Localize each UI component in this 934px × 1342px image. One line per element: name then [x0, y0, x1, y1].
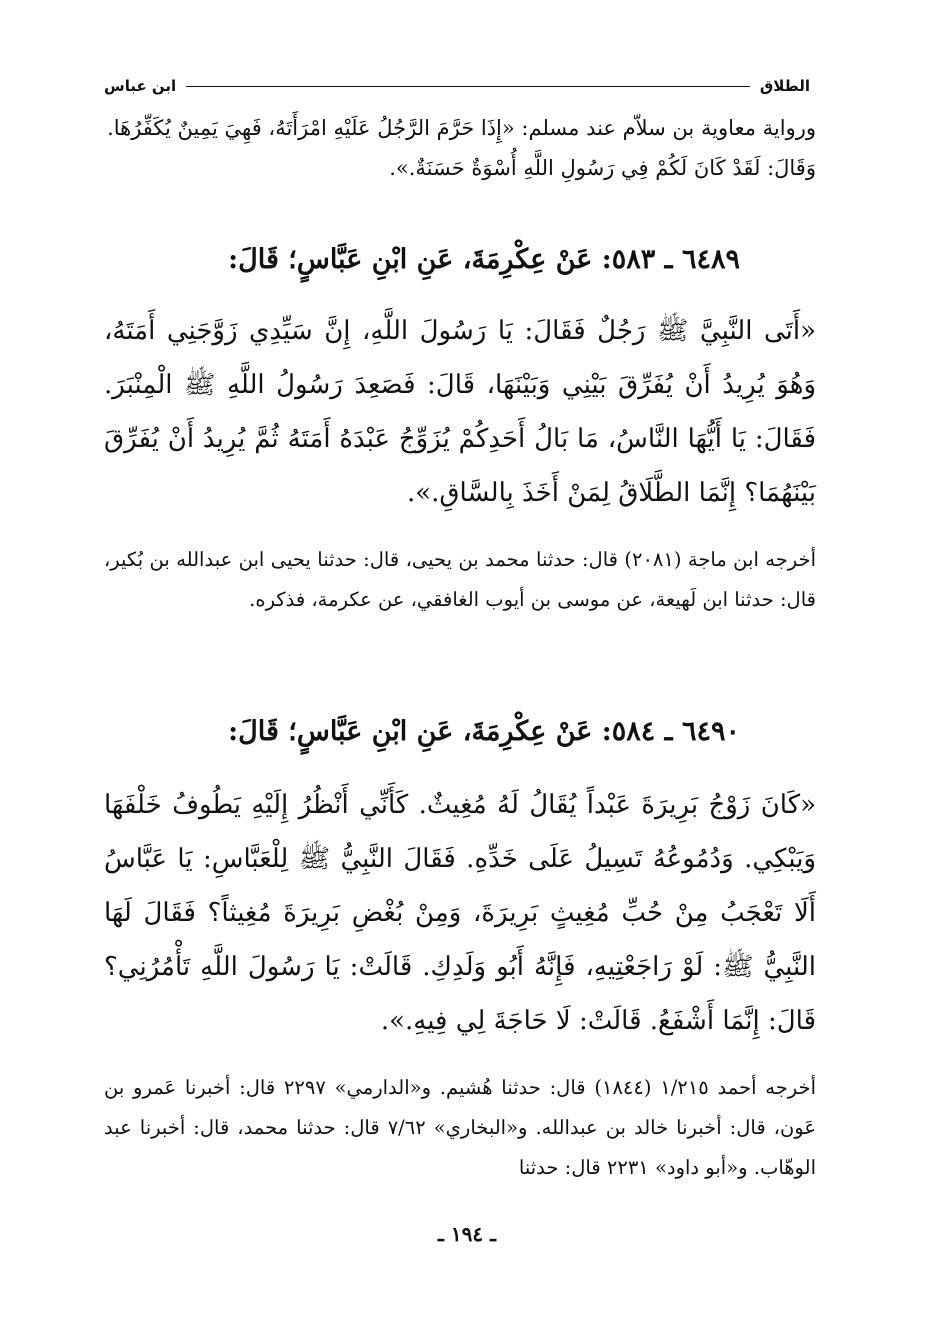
hadith-heading: ٦٤٩٠ ـ ٥٨٤: عَنْ عِكْرِمَةَ، عَنِ ابْنِ عَبَّاسٍ؛ قَالَ:: [228, 716, 740, 747]
running-header: [104, 74, 810, 98]
hadith-takhrij: أخرجه أحمد ١/٢١٥ (١٨٤٤) قال: حدثنا هُشيم. و«الدارمي» ٢٢٩٧ قال: أخبرنا عَمرو بن عَون، قال: أخبرنا خالد بن عبدالله. و«البخاري» ٧/٦٢ قال: حدثنا محمد، قال: أخبرنا عبد الوهّاب. و«أبو داود» ٢٢٣١ قال: حدثنا: [104, 1076, 817, 1179]
intro-paragraph: ورواية معاوية بن سلاّم عند مسلم: «إِذَا حَرَّمَ الرَّجُلُ عَلَيْهِ امْرَأَتَهُ، فَهِيَ يَمِينٌ يُكَفِّرُهَا. وَقَالَ: لَقَدْ كَانَ لَكُمْ فِي رَسُولِ اللَّهِ أُسْوَةٌ حَسَنَةٌ.».: [107, 116, 816, 180]
hadith-heading: ٦٤٨٩ ـ ٥٨٣: عَنْ عِكْرِمَةَ، عَنِ ابْنِ عَبَّاسٍ؛ قَالَ:: [228, 244, 740, 275]
header-section-title: الطلاق: [759, 77, 810, 95]
hadith-takhrij: أخرجه ابن ماجة (٢٠٨١) قال: حدثنا محمد بن يحيى، قال: حدثنا يحيى ابن عبدالله بن بُكير، قال: حدثنا ابن لَهيعة، عن موسى بن أيوب الغافقي، عن عكرمة، فذكره.: [104, 548, 816, 611]
header-rule: [186, 86, 750, 87]
hadith-text: «كَانَ زَوْجُ بَرِيرَةَ عَبْداً يُقَالُ لَهُ مُغِيثٌ. كَأَنِّي أَنْظُرُ إِلَيْهِ يَطُوفُ خَلْفَهَا وَيَبْكِي. وَدُمُوعُهُ تَسِيلُ عَلَى خَدِّهِ. فَقَالَ النَّبِيُّ ﷺ لِلْعَبَّاسِ: يَا عَبَّاسُ أَلَا تَعْجَبُ مِنْ حُبِّ مُغِيثٍ بَرِيرَةَ، وَمِنْ بُغْضِ بَرِيرَةَ مُغِيثاً؟ فَقَالَ لَهَا النَّبِيُّ ﷺ: لَوْ رَاجَعْتِيهِ، فَإِنَّهُ أَبُو وَلَدِكِ. قَالَتْ: يَا رَسُولَ اللَّهِ تَأْمُرُنِي؟ قَالَ: إِنَّمَا أَشْفَعُ. قَالَتْ: لَا حَاجَةَ لِي فِيهِ.».: [104, 790, 816, 1036]
header-companion-name: ابن عباس: [104, 77, 177, 95]
hadith-text: «أَتَى النَّبِيَّ ﷺ رَجُلٌ فَقَالَ: يَا رَسُولَ اللَّهِ، إِنَّ سَيِّدِي زَوَّجَنِي أَمَتَهُ، وَهُوَ يُرِيدُ أَنْ يُفَرِّقَ بَيْنِي وَبَيْنَهَا، قَالَ: فَصَعِدَ رَسُولُ اللَّهِ ﷺ الْمِنْبَرَ. فَقَالَ: يَا أَيُّهَا النَّاسُ، مَا بَالُ أَحَدِكُمْ يُزَوِّجُ عَبْدَهُ أَمَتَهُ ثُمَّ يُرِيدُ أَنْ يُفَرِّقَ بَيْنَهُمَا؟ إِنَّمَا الطَّلَاقُ لِمَنْ أَخَذَ بِالسَّاقِ.».: [104, 316, 816, 508]
page-number: ـ ١٩٤ ـ: [438, 1222, 496, 1246]
